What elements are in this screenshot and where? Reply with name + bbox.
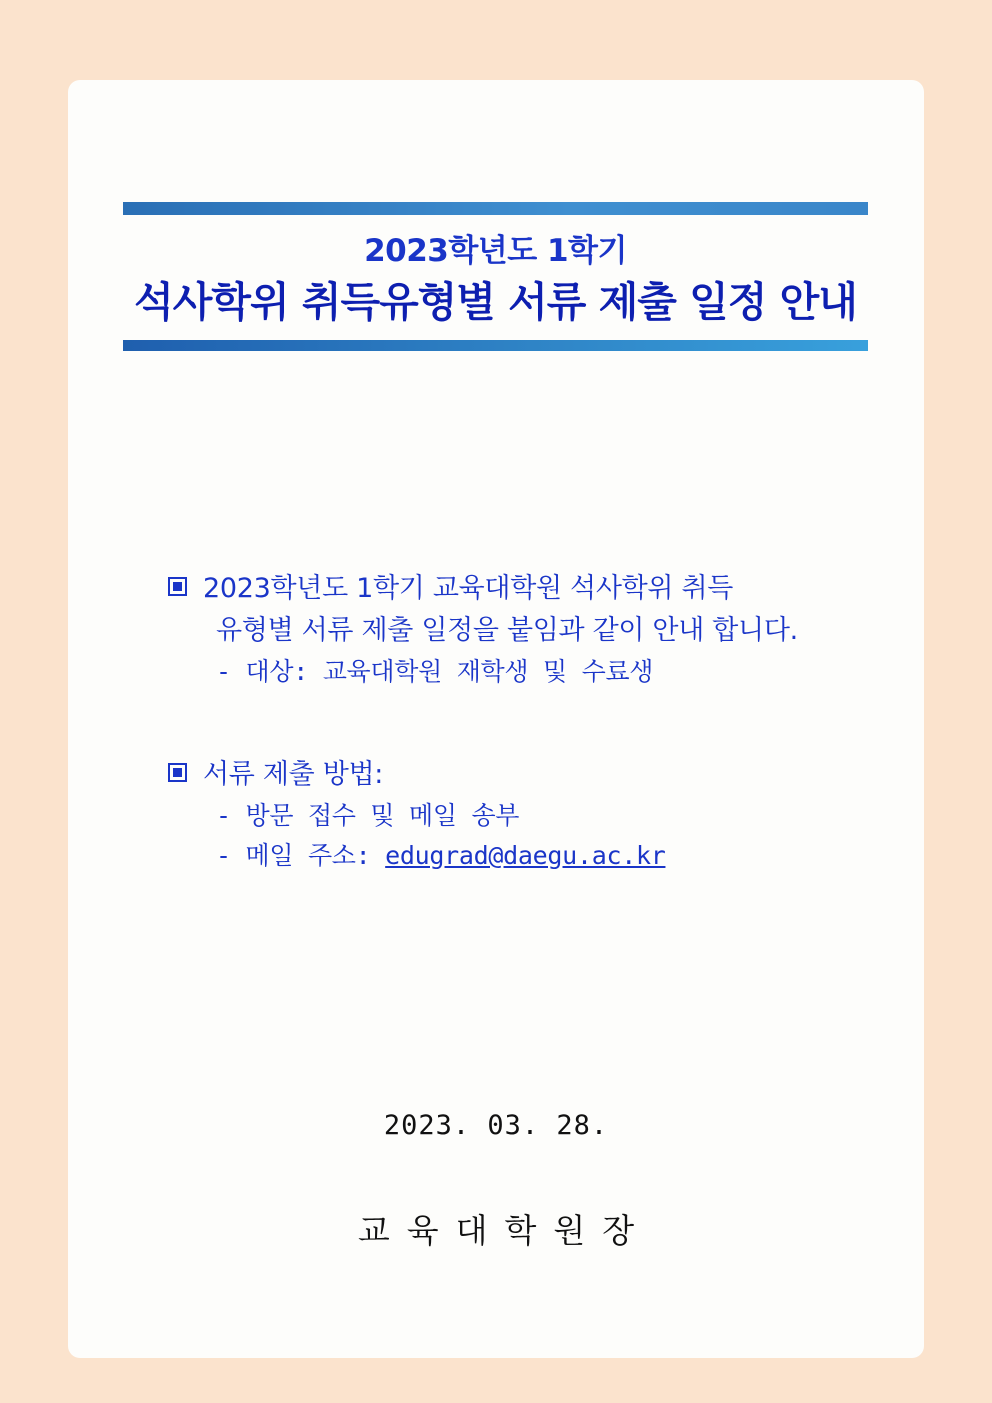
title-wrap	[123, 215, 868, 340]
section-1-sub1: - 대상: 교육대학원 재학생 및 수료생	[216, 656, 654, 686]
document-page	[68, 80, 924, 1358]
section-2-sub1: - 방문 접수 및 메일 송부	[216, 800, 520, 830]
document-date: 2023. 03. 28.	[383, 1110, 609, 1141]
header-rule-top	[123, 202, 868, 215]
section-1-line2: 유형별 서류 제출 일정을 붙임과 같이 안내 합니다.	[216, 614, 798, 646]
section-1	[168, 568, 928, 610]
document-body	[168, 568, 928, 876]
document-title-line1: 2023학년도 1학기	[364, 233, 627, 269]
square-bullet-icon	[168, 577, 187, 596]
email-link[interactable]: edugrad@daegu.ac.kr	[385, 840, 666, 870]
section-2-sub2-label: - 메일 주소:	[216, 840, 386, 870]
section-1-line1: 2023학년도 1학기 교육대학원 석사학위 취득	[203, 573, 734, 604]
document-header	[123, 202, 868, 351]
square-bullet-icon	[168, 763, 187, 782]
header-rule-bottom	[123, 340, 868, 351]
section-2	[168, 754, 928, 876]
section-2-heading-row	[168, 754, 928, 796]
document-signer: 교육대학원장	[357, 1211, 652, 1250]
section-2-heading: 서류 제출 방법:	[203, 758, 384, 790]
document-title-line2: 석사학위 취득유형별 서류 제출 일정 안내	[134, 277, 857, 326]
section-2-sub2	[216, 836, 928, 876]
